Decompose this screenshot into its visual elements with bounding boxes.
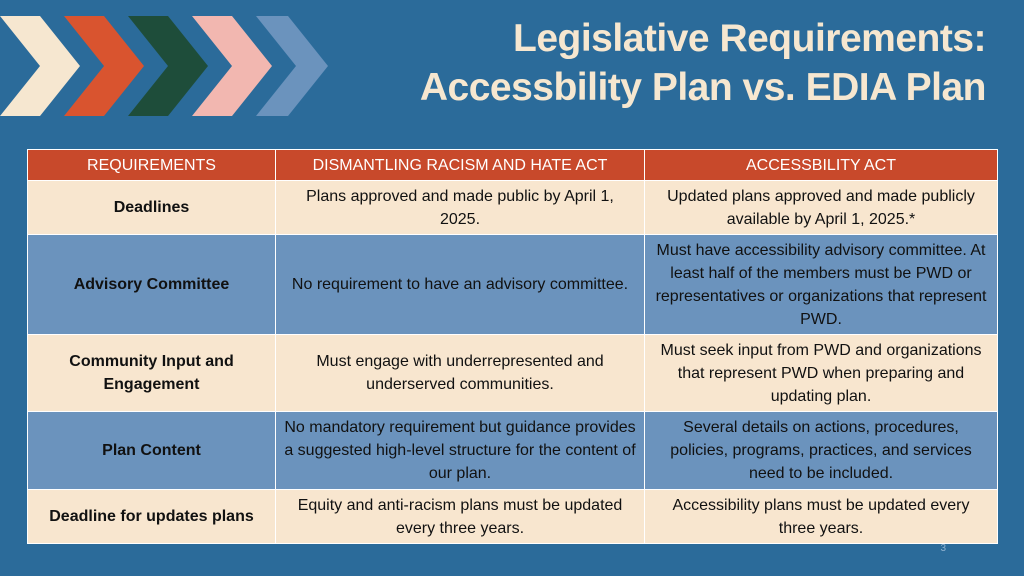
table-row — [28, 490, 998, 544]
table-header-row — [28, 150, 998, 181]
requirements-table — [27, 149, 998, 544]
table-row — [28, 335, 998, 412]
slide-title — [346, 14, 986, 112]
header-racism-act: DISMANTLING RACISM AND HATE ACT — [276, 150, 645, 181]
accessibility-act-cell: Updated plans approved and made publicly available by April 1, 2025.* — [645, 181, 998, 235]
page-number: 3 — [940, 543, 946, 554]
row-label: Deadlines — [28, 181, 276, 235]
header-requirements: REQUIREMENTS — [28, 150, 276, 181]
racism-act-cell: No requirement to have an advisory committee. — [276, 235, 645, 335]
title-line-1: Legislative Requirements: — [513, 17, 986, 60]
title-line-2: Accessbility Plan vs. EDIA Plan — [419, 66, 986, 109]
accessibility-act-cell: Accessibility plans must be updated every three years. — [645, 490, 998, 544]
accessibility-act-cell: Several details on actions, procedures, policies, programs, practices, and services need to be included. — [645, 412, 998, 490]
accessibility-act-cell: Must have accessibility advisory committee. At least half of the members must be PWD or representatives or organizations that represent PWD. — [645, 235, 998, 335]
table-row — [28, 412, 998, 490]
racism-act-cell: No mandatory requirement but guidance provides a suggested high-level structure for the content of our plan. — [276, 412, 645, 490]
row-label: Deadline for updates plans — [28, 490, 276, 544]
racism-act-cell: Equity and anti-racism plans must be updated every three years. — [276, 490, 645, 544]
racism-act-cell: Plans approved and made public by April 1, 2025. — [276, 181, 645, 235]
table-row — [28, 235, 998, 335]
row-label: Advisory Committee — [28, 235, 276, 335]
accessibility-act-cell: Must seek input from PWD and organizations that represent PWD when preparing and updating plan. — [645, 335, 998, 412]
header-accessibility-act: ACCESSBILITY ACT — [645, 150, 998, 181]
chevron-cream-icon — [0, 16, 80, 116]
decorative-chevrons — [0, 0, 340, 140]
row-label: Plan Content — [28, 412, 276, 490]
racism-act-cell: Must engage with underrepresented and underserved communities. — [276, 335, 645, 412]
row-label: Community Input and Engagement — [28, 335, 276, 412]
table-row — [28, 181, 998, 235]
